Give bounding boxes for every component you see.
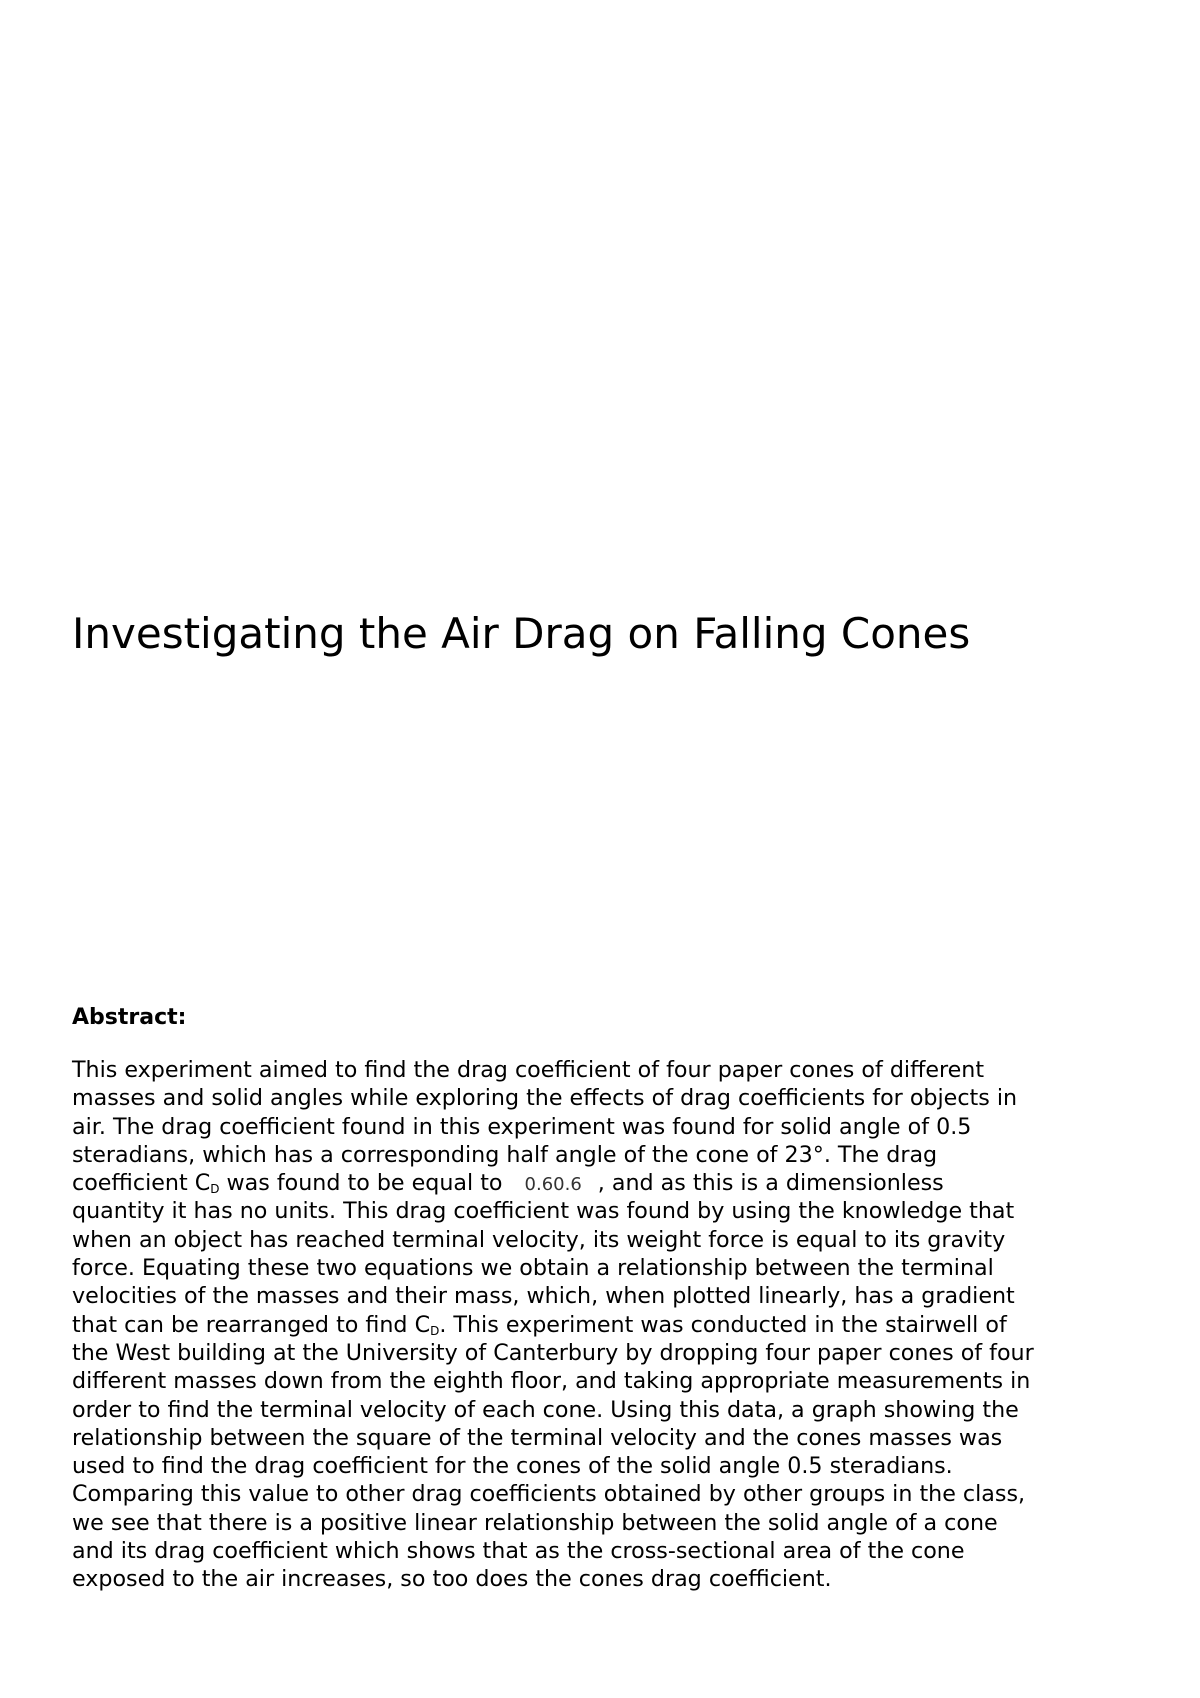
abstract-line-drag-coefficient <box>72 1169 1152 1197</box>
abstract-line: air. The drag coefficient found in this experiment was found for solid angle of 0.5 <box>72 1113 972 1140</box>
abstract-line-cd <box>72 1311 1152 1339</box>
abstract-text: that can be rearranged to find C <box>72 1311 431 1338</box>
abstract-line: used to find the drag coefficient for the cones of the solid angle 0.5 steradians. <box>72 1453 953 1480</box>
abstract-text: . This experiment was conducted in the stairwell of <box>439 1311 1007 1338</box>
abstract-line: we see that there is a positive linear relationship between the solid angle of a cone <box>72 1509 998 1536</box>
abstract-line: masses and solid angles while exploring the effects of drag coefficients for objects in <box>72 1085 1018 1112</box>
drag-coefficient-value: 0.60.6 <box>524 1174 582 1196</box>
cd-subscript: D <box>430 1323 440 1338</box>
abstract-text: was found to be equal to <box>219 1170 503 1197</box>
abstract-line: steradians, which has a corresponding half angle of the cone of 23°. The drag <box>72 1141 938 1168</box>
abstract-line: when an object has reached terminal velocity, its weight force is equal to its gravity <box>72 1226 1006 1253</box>
document-title: Investigating the Air Drag on Falling Cones <box>72 609 971 658</box>
abstract-line: order to find the terminal velocity of each cone. Using this data, a graph showing the <box>72 1396 1019 1423</box>
cd-subscript: D <box>210 1182 220 1197</box>
abstract-line: velocities of the masses and their mass, which, when plotted linearly, has a gradient <box>72 1283 1015 1310</box>
abstract-line: relationship between the square of the terminal velocity and the cones masses was <box>72 1424 1003 1451</box>
abstract-line: the West building at the University of Canterbury by dropping four paper cones of four <box>72 1339 1034 1366</box>
abstract-line: force. Equating these two equations we obtain a relationship between the terminal <box>72 1255 994 1282</box>
abstract-text: coefficient C <box>72 1170 211 1197</box>
abstract-text: , and as this is a dimensionless <box>597 1170 944 1197</box>
abstract-line: quantity it has no units. This drag coefficient was found by using the knowledge that <box>72 1198 1015 1225</box>
abstract-body <box>72 1056 1152 1594</box>
abstract-line: and its drag coefficient which shows that as the cross-sectional area of the cone <box>72 1538 965 1565</box>
abstract-line: exposed to the air increases, so too does the cones drag coefficient. <box>72 1566 832 1593</box>
abstract-heading: Abstract: <box>72 1005 187 1030</box>
abstract-line: Comparing this value to other drag coefficients obtained by other groups in the class, <box>72 1481 1026 1508</box>
abstract-line: This experiment aimed to find the drag coefficient of four paper cones of different <box>72 1057 985 1083</box>
abstract-line: different masses down from the eighth floor, and taking appropriate measurements in <box>72 1368 1031 1395</box>
